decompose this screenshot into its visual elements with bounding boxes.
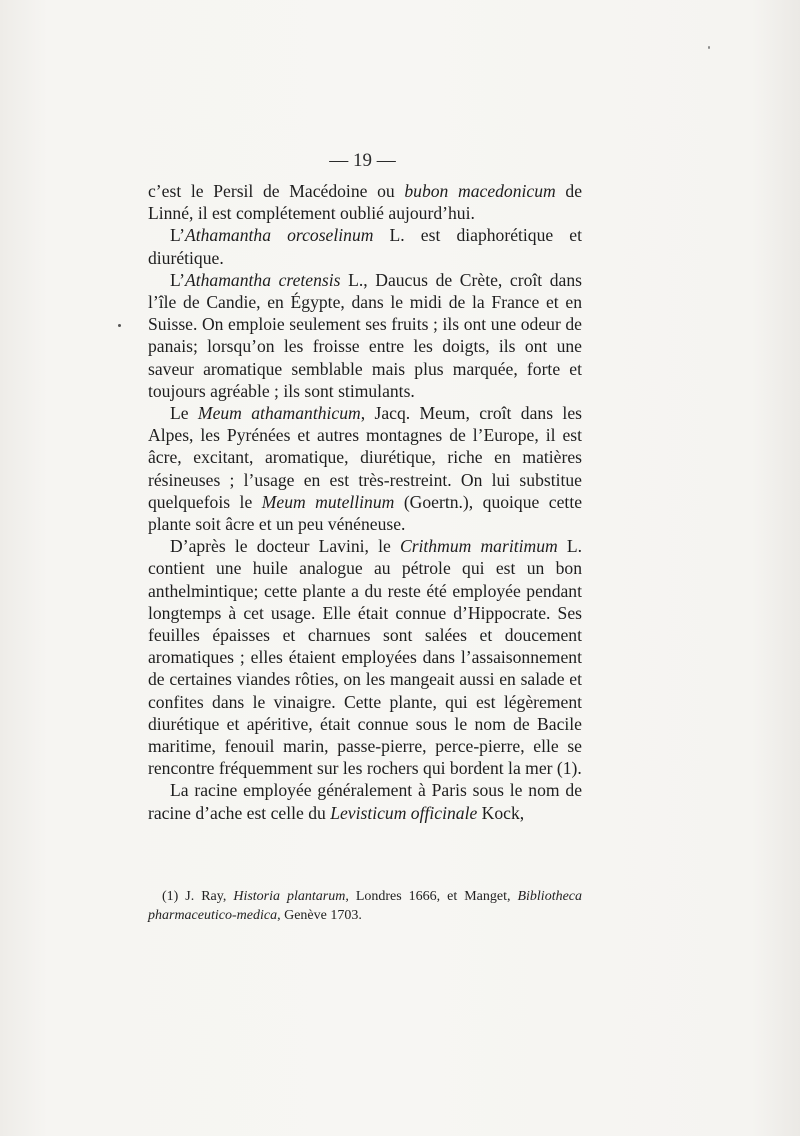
text-run: La racine employée généralement à Paris sous le nom de racine d’ache est celle du xyxy=(148,780,582,823)
speck-mark xyxy=(708,46,710,49)
italic-term: Meum mutellinum xyxy=(261,491,395,512)
text-run: L. contient une huile analogue au pétrole qui est un bon anthelmintique; cette plante a du reste été employée pendant longtemps à cet usage. Elle était connue d’Hippocrate. Ses feuilles épaisses et charnues sont salées et doucement aromatiques ; elles étaient employées dans l’assaisonnement de certaines viandes rôties, on les mangeait aussi en salade et confites dans le vinaigre. Cette plante, qui est légèrement diurétique et apéritive, était connue sous le nom de Bacile maritime, fenouil marin, passe-pierre, perce-pierre, elle se rencontre fréquemment sur les rochers qui bordent la mer (1). xyxy=(148,536,583,779)
text-run: , Genève 1703. xyxy=(277,907,362,923)
text-run: Le xyxy=(170,403,198,424)
text-run: (Goertn.), quoique cette plante soit âcre et un peu vénéneuse. xyxy=(148,491,583,535)
speck-mark xyxy=(118,324,121,327)
text-run: , Jacq. Meum, croît dans les Alpes, les Pyrénées et autres montagnes de l’Europe, il est âcre, excitant, aromatique, diurétique, riche en matières résineuses ; l’usage en est très-restreint. On lui substitue quelquefois le xyxy=(148,403,582,512)
italic-term: Historia plantarum xyxy=(233,889,346,904)
text-run: L., Daucus de Crète, croît dans l’île de Candie, en Égypte, dans le midi de la France et en Suisse. On emploie seulement ses fruits ; ils ont une odeur de panais; lorsqu’on les froisse entre les doigts, ils ont une saveur aromatique semblable mais plus marquée, forte et toujours agréable ; ils sont stimulants. xyxy=(148,269,582,401)
paragraph-athamantha-orcoselinum xyxy=(148,224,582,268)
italic-term: Meum athamanthicum xyxy=(197,403,361,424)
page-number: — 19 — xyxy=(329,150,396,171)
text-run: (1) J. Ray, xyxy=(162,889,234,904)
italic-term: Bibliotheca pharmaceutico-medica xyxy=(148,889,583,923)
footnote xyxy=(148,888,582,925)
text-run: , Londres 1666, et Manget, xyxy=(345,889,518,904)
body-text xyxy=(148,180,582,824)
text-run: Kock, xyxy=(477,802,525,823)
italic-term: Levisticum officinale xyxy=(330,802,478,823)
text-run: L. est diaphorétique et diurétique. xyxy=(148,225,582,268)
footnote-text xyxy=(148,888,582,925)
italic-term: Crithmum maritimum xyxy=(399,536,558,557)
italic-term: bubon macedonicum xyxy=(404,181,556,201)
text-run: L’ xyxy=(170,225,185,246)
text-run: D’après le docteur Lavini, le xyxy=(170,536,400,557)
paragraph-athamantha-cretensis xyxy=(148,269,582,402)
italic-term: Athamantha cretensis xyxy=(185,269,341,290)
italic-term: Athamantha orcoselinum xyxy=(185,225,374,246)
paragraph-crithmum-maritimum xyxy=(148,535,582,779)
text-run: de Linné, il est complétement oublié aujourd’hui. xyxy=(148,181,583,224)
paragraph-continuation xyxy=(148,180,582,224)
paragraph-levisticum xyxy=(148,779,582,823)
text-run: L’ xyxy=(170,269,185,290)
paragraph-meum-athamanthicum xyxy=(148,402,582,535)
text-run: c’est le Persil de Macédoine ou xyxy=(148,181,405,201)
